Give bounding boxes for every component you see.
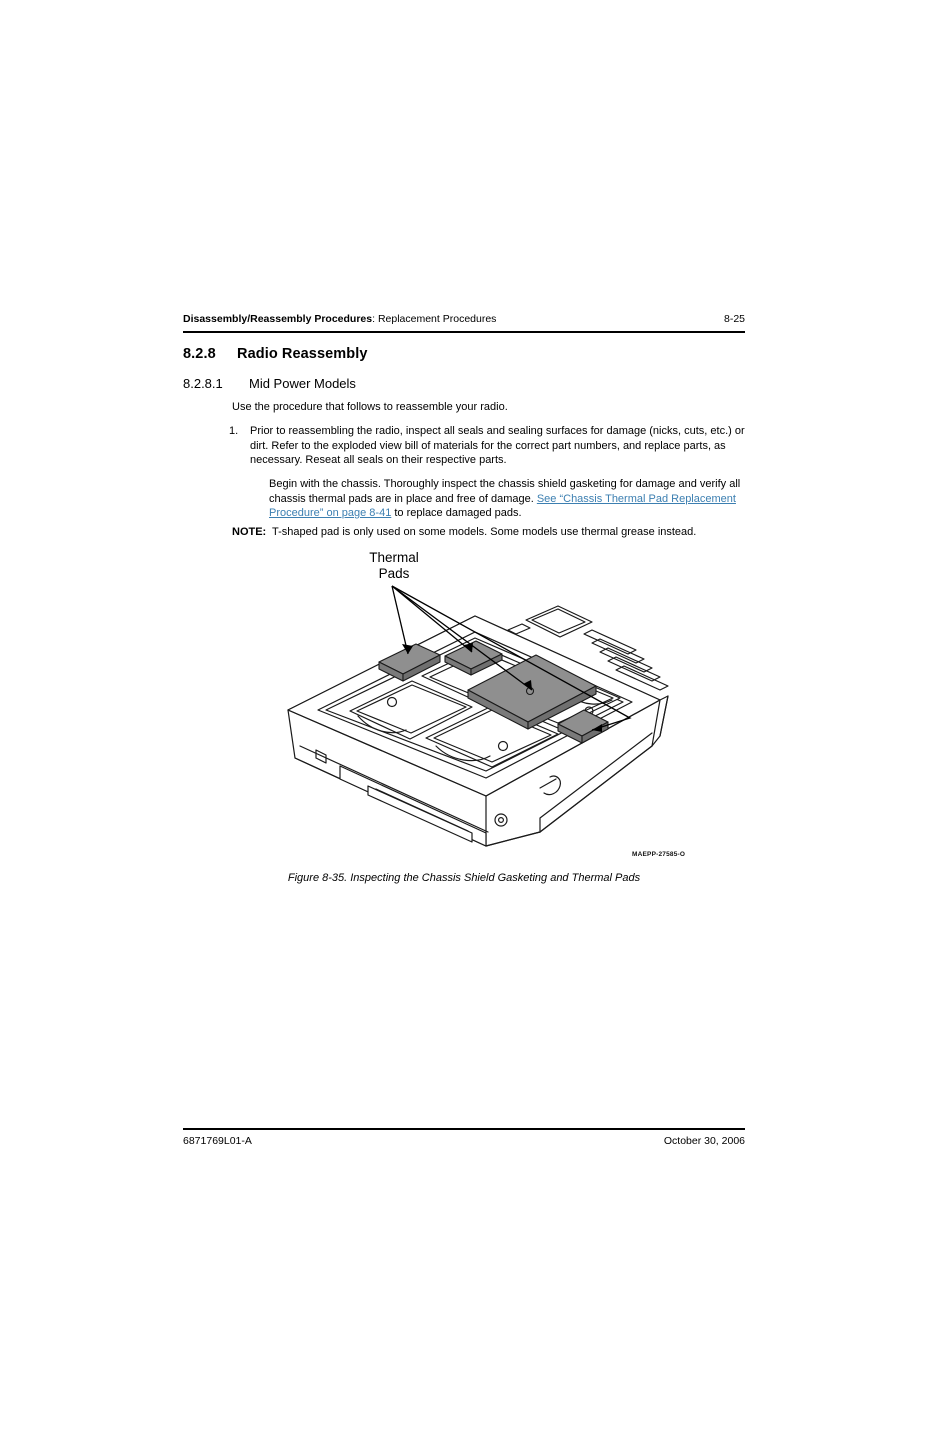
section-heading-3 — [183, 376, 356, 391]
figure-illustration — [240, 550, 710, 870]
cross-reference-link[interactable]: See “Chassis Thermal Pad Replacement Procedure” on page 8-41 — [269, 492, 736, 520]
figure-caption: Figure 8-35. Inspecting the Chassis Shield Gasketing and Thermal Pads — [287, 872, 641, 884]
header-breadcrumb-bold: Disassembly/Reassembly Procedures — [183, 313, 373, 325]
paragraph-tail-text: to replace damaged pads. — [391, 507, 522, 520]
procedure-step-1-text: Prior to reassembling the radio, inspect all seals and sealing surfaces for damage (nicks, cuts, etc.) or dirt. Refer to the exploded view bill of materials for the correct part numbers, and replace parts, as necessary. Reseat all seals on their respective parts. — [250, 425, 745, 467]
callout-line-1: Thermal — [369, 550, 419, 565]
section-heading-3-title: Mid Power Models — [249, 376, 356, 391]
procedure-step-1-continued — [269, 477, 747, 521]
note-text: T-shaped pad is only used on some models. Some models use thermal grease instead. — [272, 526, 697, 538]
intro-paragraph: Use the procedure that follows to reassemble your radio. — [232, 401, 508, 413]
section-heading-2-number: 8.2.8 — [183, 346, 216, 362]
section-heading-2-title: Radio Reassembly — [237, 346, 368, 362]
footer-date: October 30, 2006 — [663, 1135, 745, 1147]
note-label: NOTE: — [232, 526, 267, 538]
header-breadcrumb-rest: : Replacement Procedures — [372, 313, 497, 325]
footer-document-number: 6871769L01-A — [183, 1135, 252, 1147]
header-breadcrumb — [183, 312, 496, 326]
callout-line-2: Pads — [378, 566, 410, 581]
chassis-line-drawing — [240, 550, 710, 870]
header-page-number: 8-25 — [723, 313, 745, 325]
footer-divider — [183, 1128, 745, 1130]
note-block — [232, 525, 742, 540]
section-heading-2 — [183, 346, 368, 362]
header-divider — [183, 331, 745, 333]
procedure-step-1 — [229, 424, 746, 468]
procedure-step-1-number: 1. — [229, 425, 239, 437]
section-heading-3-number: 8.2.8.1 — [183, 376, 223, 391]
paragraph-lead-text: Begin with the chassis. Thoroughly inspect the chassis shield gasketing for damage and verify all chassis thermal pads are in place and free of damage. — [269, 478, 741, 505]
figure-art-code: MAEPP-27585-O — [632, 851, 686, 858]
